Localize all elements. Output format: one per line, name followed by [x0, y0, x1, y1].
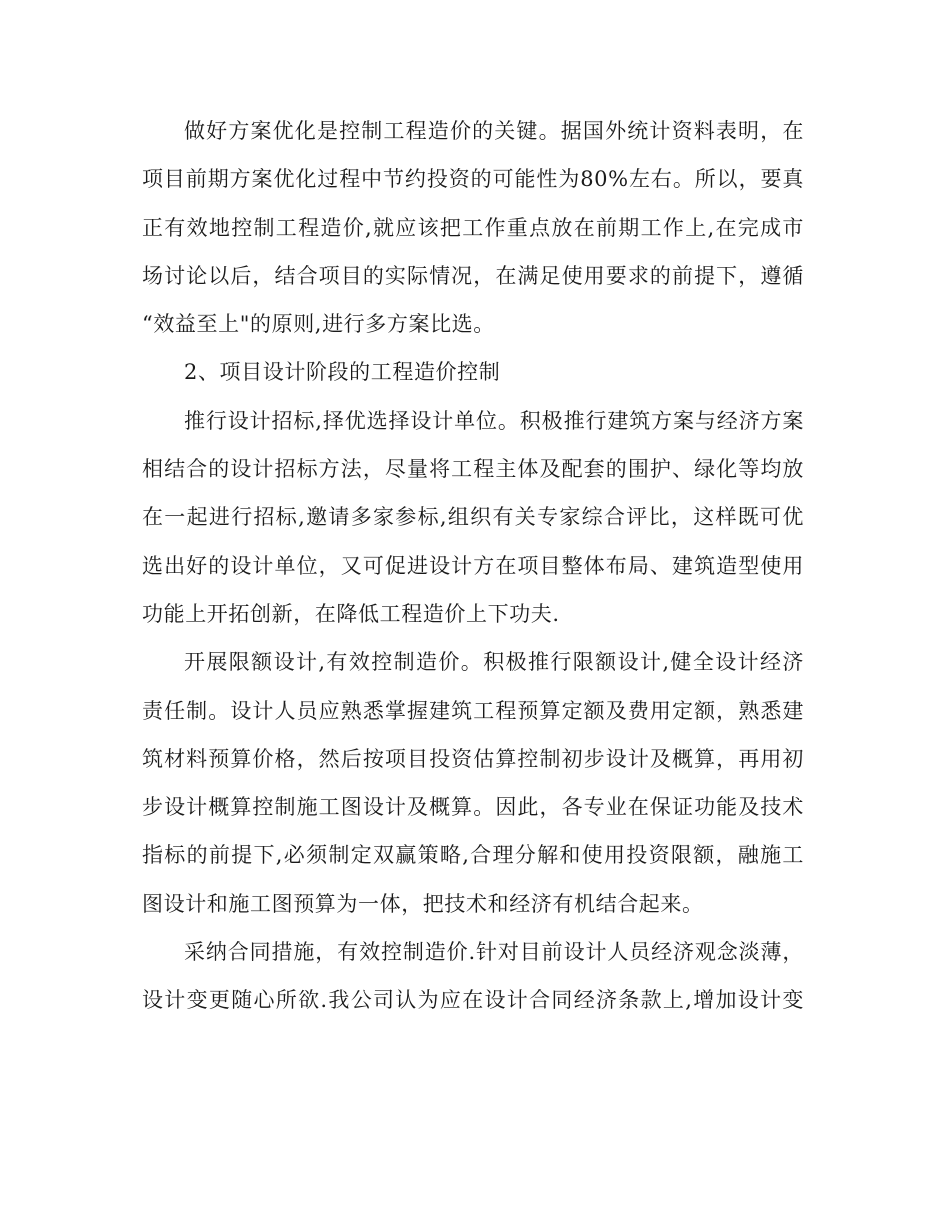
section-heading: 2、项目设计阶段的工程造价控制 — [184, 360, 501, 385]
paragraph-line: 选出好的设计单位，又可促进设计方在项目整体布局、建筑造型使用 — [142, 553, 804, 578]
paragraph-line: 场讨论以后，结合项目的实际情况，在满足使用要求的前提下，遵循 — [142, 263, 804, 288]
paragraph-line: 项目前期方案优化过程中节约投资的可能性为80%左右。所以，要真 — [142, 167, 804, 192]
paragraph-line: 筑材料预算价格，然后按项目投资估算控制初步设计及概算，再用初 — [142, 746, 804, 771]
paragraph-line: 正有效地控制工程造价,就应该把工作重点放在前期工作上,在完成市 — [142, 215, 804, 240]
body-text — [142, 107, 804, 1025]
paragraph-line: 相结合的设计招标方法，尽量将工程主体及配套的围护、绿化等均放 — [142, 457, 804, 482]
paragraph-line: 指标的前提下,必须制定双赢策略,合理分解和使用投资限额，融施工 — [142, 843, 804, 868]
paragraph-line: 开展限额设计,有效控制造价。积极推行限额设计,健全设计经济 — [184, 650, 804, 675]
paragraph-line: 采纳合同措施，有效控制造价.针对目前设计人员经济观念淡薄， — [184, 940, 804, 965]
paragraph-line: “效益至上"的原则,进行多方案比选。 — [142, 312, 495, 337]
paragraph-line: 功能上开拓创新，在降低工程造价上下功夫. — [142, 601, 560, 626]
paragraph-line: 步设计概算控制施工图设计及概算。因此，各专业在保证功能及技术 — [142, 795, 804, 820]
paragraph-line: 在一起进行招标,邀请多家参标,组织有关专家综合评比，这样既可优 — [142, 505, 804, 530]
paragraph-line: 推行设计招标,择优选择设计单位。积极推行建筑方案与经济方案 — [184, 408, 804, 433]
paragraph-line: 做好方案优化是控制工程造价的关键。据国外统计资料表明，在 — [184, 119, 804, 143]
paragraph-line: 责任制。设计人员应熟悉掌握建筑工程预算定额及费用定额，熟悉建 — [142, 698, 804, 723]
paragraph-line: 图设计和施工图预算为一体，把技术和经济有机结合起来。 — [142, 891, 704, 916]
paragraph-line: 设计变更随心所欲.我公司认为应在设计合同经济条款上,增加设计变 — [142, 988, 804, 1013]
